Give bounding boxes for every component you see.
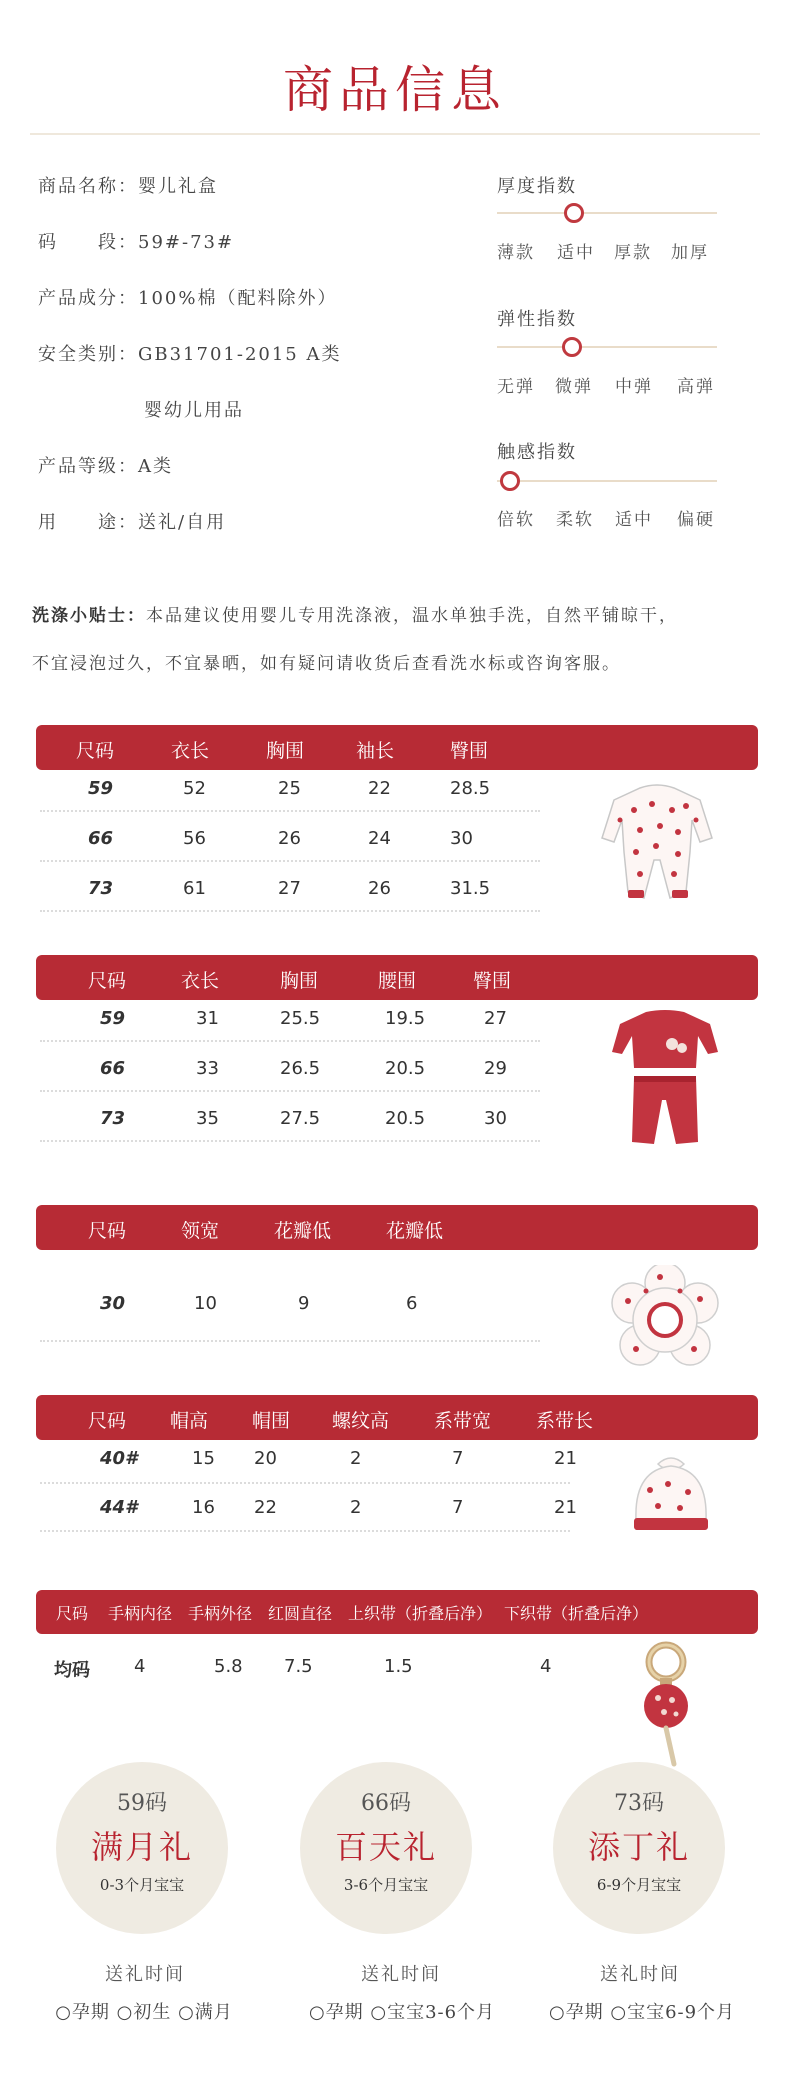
table-cell: 40#: [100, 1448, 138, 1469]
index-option: 柔软: [556, 510, 594, 530]
table-cell: 21: [554, 1448, 577, 1469]
wash-text: 不宜浸泡过久，不宜暴晒，如有疑问请收货后查看洗水标或咨询客服。: [32, 654, 621, 674]
gift-age: 3-6个月宝宝: [343, 1876, 429, 1894]
index-option: 偏硬: [677, 510, 715, 530]
header-cell: 臀围: [450, 740, 489, 762]
header-cell: 胸围: [280, 970, 319, 992]
table-cell: 6: [406, 1293, 418, 1314]
row-divider: [40, 910, 540, 912]
header-cell: 手柄外径: [188, 1604, 253, 1623]
header-cell: 帽围: [252, 1410, 291, 1432]
header-cell: 衣长: [181, 970, 220, 992]
index-option: 适中: [615, 510, 653, 530]
table-cell: 22: [254, 1497, 277, 1518]
gift-size: 66码: [361, 1791, 411, 1816]
table-cell: 19.5: [385, 1008, 426, 1029]
info-row-name: 商品名称：婴儿礼盒: [38, 176, 218, 197]
gift-time-options: ○孕期 ○宝宝3-6个月: [308, 2002, 496, 2023]
table-header: [36, 1205, 758, 1250]
gift-time-label: 送礼时间: [361, 1964, 441, 1985]
table-cell: 28.5: [450, 778, 491, 799]
table-cell: 26: [278, 828, 301, 849]
table-cell: 25.5: [280, 1008, 321, 1029]
index-option: 厚款: [614, 243, 652, 263]
header-cell: 腰围: [378, 970, 417, 992]
index-title: 厚度指数: [497, 176, 577, 197]
flower-bib-icon: [610, 1265, 720, 1375]
baby-hat-icon: [628, 1450, 714, 1540]
table-cell: 2: [350, 1448, 362, 1469]
table-header: [36, 955, 758, 1000]
table-cell: 44#: [100, 1497, 138, 1518]
title-divider: [30, 133, 760, 135]
row-divider: [40, 810, 540, 812]
table-cell: 27.5: [280, 1108, 321, 1129]
table-cell: 22: [368, 778, 391, 799]
table-cell: 66: [88, 828, 114, 849]
header-cell: 衣长: [171, 740, 210, 762]
info-row-size: 码 段：59#-73#: [38, 232, 235, 253]
header-cell: 尺码: [88, 1410, 127, 1432]
gift-time-options: ○孕期 ○初生 ○满月: [55, 2002, 233, 2023]
table-cell: 30: [450, 828, 473, 849]
table-cell: 24: [368, 828, 391, 849]
table-cell: 29: [484, 1058, 507, 1079]
header-cell: 尺码: [56, 1604, 89, 1623]
two-piece-set-icon: [610, 1008, 720, 1150]
row-divider: [40, 860, 540, 862]
gift-size: 73码: [614, 1791, 664, 1816]
index-option: 微弹: [555, 377, 593, 397]
table-cell: 56: [183, 828, 206, 849]
table-cell: 7: [452, 1448, 464, 1469]
row-divider: [40, 1090, 540, 1092]
table-cell: 30: [484, 1108, 507, 1129]
table-cell: 52: [183, 778, 206, 799]
info-row-safety: 安全类别：GB31701-2015 A类: [38, 344, 342, 365]
table-cell: 73: [100, 1108, 126, 1129]
table-cell: 9: [298, 1293, 310, 1314]
table-cell: 7.5: [284, 1656, 313, 1677]
table-cell: 7: [452, 1497, 464, 1518]
gift-time-label: 送礼时间: [105, 1964, 185, 1985]
table-cell: 15: [192, 1448, 215, 1469]
gift-age: 0-3个月宝宝: [99, 1876, 185, 1894]
row-divider: [40, 1140, 540, 1142]
index-option: 适中: [557, 243, 595, 263]
index-option: 无弹: [497, 377, 535, 397]
table-cell: 61: [183, 878, 206, 899]
index-marker: [564, 203, 584, 223]
table-cell: 27: [278, 878, 301, 899]
header-cell: 尺码: [88, 970, 127, 992]
rattle-icon: [636, 1640, 696, 1770]
table-header: [36, 1395, 758, 1440]
table-cell: 59: [88, 778, 114, 799]
table-cell: 73: [88, 878, 114, 899]
table-cell: 20.5: [385, 1108, 426, 1129]
info-row-grade: 产品等级：A类: [38, 456, 173, 477]
index-option: 高弹: [677, 377, 715, 397]
row-divider: [40, 1530, 570, 1532]
header-cell: 臀围: [473, 970, 512, 992]
row-divider: [40, 1340, 540, 1342]
index-track: [497, 480, 717, 482]
header-cell: 尺码: [76, 740, 115, 762]
table-cell: 30: [100, 1293, 126, 1314]
info-row-material: 产品成分：100%棉（配料除外）: [38, 288, 338, 309]
wash-label: 洗涤小贴士：: [32, 606, 146, 626]
gift-name: 百天礼: [334, 1828, 437, 1866]
table-cell: 1.5: [384, 1656, 413, 1677]
table-header: [36, 725, 758, 770]
header-cell: 手柄内径: [108, 1604, 173, 1623]
table-cell: 20.5: [385, 1058, 426, 1079]
table-cell: 10: [194, 1293, 217, 1314]
gift-name: 满月礼: [90, 1828, 193, 1866]
index-option: 中弹: [615, 377, 653, 397]
wash-tips: [32, 592, 762, 688]
gift-name: 添丁礼: [587, 1828, 690, 1866]
index-marker: [562, 337, 582, 357]
gift-circle: [553, 1762, 725, 1934]
table-cell: 33: [196, 1058, 219, 1079]
table-cell: 21: [554, 1497, 577, 1518]
header-cell: 花瓣低: [386, 1220, 444, 1242]
index-title: 弹性指数: [497, 309, 577, 330]
gift-time-label: 送礼时间: [600, 1964, 680, 1985]
table-cell: 26: [368, 878, 391, 899]
gift-size: 59码: [117, 1791, 167, 1816]
header-cell: 螺纹高: [332, 1410, 390, 1432]
table-cell: 35: [196, 1108, 219, 1129]
gift-age: 6-9个月宝宝: [596, 1876, 682, 1894]
header-cell: 系带宽: [434, 1410, 492, 1432]
table-cell: 5.8: [214, 1656, 243, 1677]
row-divider: [40, 1482, 570, 1484]
gift-time-options: ○孕期 ○宝宝6-9个月: [548, 2002, 736, 2023]
info-row-safety-sub: 婴幼儿用品: [144, 400, 244, 421]
wash-text: 本品建议使用婴儿专用洗涤液，温水单独手洗，自然平铺晾干，: [146, 606, 678, 626]
romper-icon: [600, 780, 715, 915]
index-option: 倍软: [497, 510, 535, 530]
info-row-usage: 用 途：送礼/自用: [38, 512, 227, 533]
table-cell: 59: [100, 1008, 126, 1029]
table-cell: 2: [350, 1497, 362, 1518]
table-cell: 4: [540, 1656, 552, 1677]
header-cell: 下织带（折叠后净）: [504, 1604, 649, 1623]
table-cell: 27: [484, 1008, 507, 1029]
index-title: 触感指数: [497, 442, 577, 463]
header-cell: 系带长: [536, 1410, 594, 1432]
index-option: 薄款: [497, 243, 535, 263]
index-marker: [500, 471, 520, 491]
table-cell: 26.5: [280, 1058, 321, 1079]
header-cell: 袖长: [356, 740, 395, 762]
page-title: 商品信息: [283, 61, 507, 119]
header-cell: 红圆直径: [268, 1604, 333, 1623]
table-cell: 66: [100, 1058, 126, 1079]
index-track: [497, 346, 717, 348]
table-cell: 25: [278, 778, 301, 799]
index-track: [497, 212, 717, 214]
table-cell: 均码: [54, 1660, 90, 1681]
header-cell: 尺码: [88, 1220, 127, 1242]
header-cell: 胸围: [266, 740, 305, 762]
header-cell: 领宽: [181, 1220, 220, 1242]
table-header: [36, 1590, 758, 1634]
table-cell: 31: [196, 1008, 219, 1029]
table-cell: 31.5: [450, 878, 491, 899]
gift-circle: [56, 1762, 228, 1934]
header-cell: 花瓣低: [274, 1220, 332, 1242]
table-cell: 20: [254, 1448, 277, 1469]
header-cell: 上织带（折叠后净）: [348, 1604, 493, 1623]
table-cell: 16: [192, 1497, 215, 1518]
index-option: 加厚: [671, 243, 709, 263]
table-cell: 4: [134, 1656, 146, 1677]
gift-circle: [300, 1762, 472, 1934]
row-divider: [40, 1040, 540, 1042]
header-cell: 帽高: [170, 1410, 209, 1432]
